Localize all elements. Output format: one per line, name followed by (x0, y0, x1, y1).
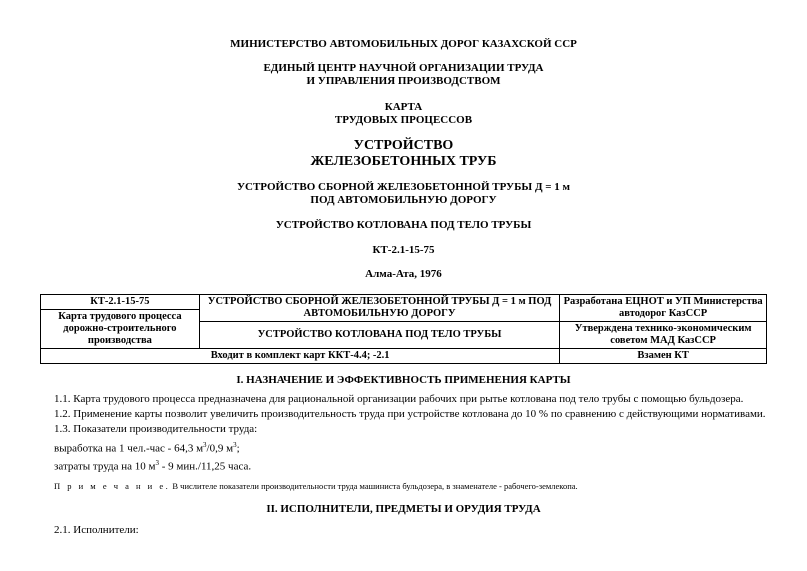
superscript-3b: 3 (233, 440, 237, 449)
output-text-a: выработка на 1 чел.-час - 64,3 м (54, 442, 204, 455)
city-year: Алма-Ата, 1976 (365, 268, 442, 280)
paragraph-labor (40, 459, 767, 474)
labor-text-b: - 9 мин./11,25 часа. (159, 461, 252, 474)
table-set-cell: Входит в комплект карт ККТ-4.4; -2.1 (41, 349, 560, 364)
note (40, 481, 767, 491)
paragraph-output (40, 441, 767, 456)
note-text: В числителе показатели производительности труда машиниста бульдозера, в знаменателе - рабочего-землекопа. (172, 481, 578, 492)
superscript-3a: 3 (203, 440, 207, 449)
superscript-3c: 3 (155, 459, 159, 468)
note-label: П р и м е ч а н и е. (54, 481, 171, 492)
main-title-line2: ЖЕЛЕЗОБЕТОННЫХ ТРУБ (310, 154, 497, 169)
header-table (40, 294, 767, 364)
section1-heading: I. НАЗНАЧЕНИЕ И ЭФФЕКТИВНОСТЬ ПРИМЕНЕНИЯ КАРТЫ (236, 374, 571, 386)
table-replaces-cell: Взамен КТ (560, 349, 767, 364)
paragraph-2-1: 2.1. Исполнители: (54, 524, 139, 536)
table-approved-cell: Утверждена технико-экономическим советом МАД КазССР (560, 322, 767, 349)
center-name-line2: И УПРАВЛЕНИЯ ПРОИЗВОДСТВОМ (306, 75, 501, 87)
card-label-line2: ТРУДОВЫХ ПРОЦЕССОВ (334, 114, 473, 126)
subtitle-line2: ПОД АВТОМОБИЛЬНУЮ ДОРОГУ (310, 194, 497, 206)
table-subtitle-cell: УСТРОЙСТВО КОТЛОВАНА ПОД ТЕЛО ТРУБЫ (199, 322, 559, 349)
table-title-cell: УСТРОЙСТВО СБОРНОЙ ЖЕЛЕЗОБЕТОННОЙ ТРУБЫ Д = 1 м ПОД АВТОМОБИЛЬНУЮ ДОРОГУ (199, 295, 559, 322)
main-title-line1: УСТРОЙСТВО (353, 138, 454, 153)
output-text-b: /0,9 м (206, 442, 234, 455)
table-code-cell: КТ-2.1-15-75 (41, 295, 200, 310)
document-code: КТ-2.1-15-75 (372, 244, 435, 256)
output-text-c: ; (236, 442, 240, 455)
paragraph-1-2: 1.2. Применение карты позволит увеличить производительность труда при устройстве котлована до 10 % по сравнению с действующими нормативами. (54, 408, 766, 421)
section2-heading: II. ИСПОЛНИТЕЛИ, ПРЕДМЕТЫ И ОРУДИЯ ТРУДА (266, 503, 541, 515)
paragraph-1-3: 1.3. Показатели производительности труда: (54, 423, 258, 436)
paragraph-1-1: 1.1. Карта трудового процесса предназначена для рациональной организации рабочих при рытье котлована под тело трубы с помощью бульдозера. (54, 393, 744, 405)
ministry-title: МИНИСТЕРСТВО АВТОМОБИЛЬНЫХ ДОРОГ КАЗАХСКОЙ ССР (230, 38, 577, 50)
table-kind-cell: Карта трудового процесса дорожно-строительного производства (41, 310, 200, 349)
center-name-line1: ЕДИНЫЙ ЦЕНТР НАУЧНОЙ ОРГАНИЗАЦИИ ТРУДА (263, 62, 544, 74)
subtitle-2: УСТРОЙСТВО КОТЛОВАНА ПОД ТЕЛО ТРУБЫ (275, 219, 532, 231)
table-developed-cell: Разработана ЕЦНОТ и УП Министерства автодорог КазССР (560, 295, 767, 322)
section1-body (40, 393, 767, 491)
subtitle-line1: УСТРОЙСТВО СБОРНОЙ ЖЕЛЕЗОБЕТОННОЙ ТРУБЫ Д = 1 м (236, 181, 571, 193)
labor-text-a: затраты труда на 10 м (54, 461, 156, 474)
card-label-line1: КАРТА (384, 101, 423, 113)
